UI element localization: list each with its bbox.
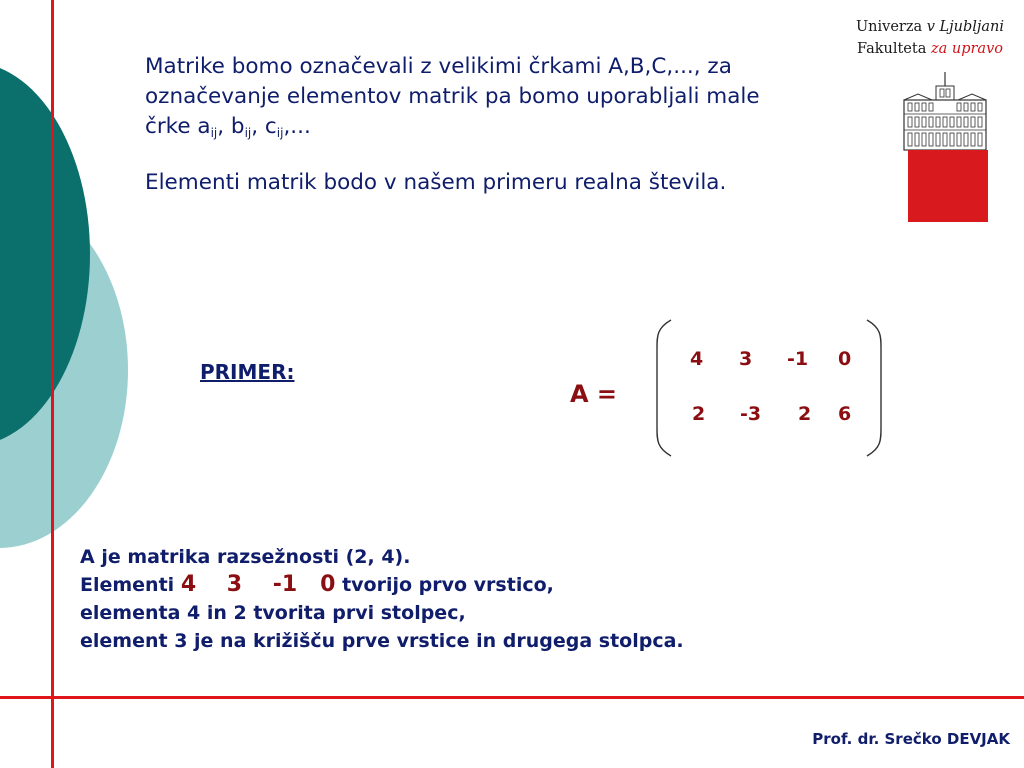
faculty-logo-icon (900, 72, 990, 224)
summary-line-4: element 3 je na križišču prve vrstice in drugega stolpca. (80, 630, 684, 652)
matrix-cell: -1 (787, 348, 809, 370)
summary-line-2: Elementi 4 3 -1 0 tvorijo prvo vrstico, (80, 572, 554, 597)
university-name: Univerza v Ljubljani (855, 19, 1005, 35)
summary-line-3: elementa 4 in 2 tvorita prvi stolpec, (80, 602, 466, 624)
example-heading: PRIMER: (200, 360, 295, 384)
matrix-cell: 2 (692, 403, 706, 425)
matrix (653, 318, 885, 458)
summary-text (80, 543, 840, 655)
summary-line-1: A je matrika razsežnosti (2, 4). (80, 546, 411, 568)
faculty-name: Fakulteta za upravo (857, 41, 1003, 57)
intro-paragraph-1: Matrike bomo označevali z velikimi črkami A,B,C,..., za označevanje elementov matrik pa bomo uporabljali male črke $a_{ij}$, $b_{ij}$, $c_{ij}$,... (145, 54, 760, 140)
author-footer: Prof. dr. Srečko DEVJAK (812, 730, 1010, 748)
matrix-cell: 0 (838, 348, 852, 370)
matrix-cell: 4 (690, 348, 704, 370)
matrix-cell: 3 (739, 348, 753, 370)
matrix-cell: 2 (798, 403, 812, 425)
vertical-red-rule (51, 0, 54, 768)
intro-text (145, 52, 765, 218)
matrix-cell: -3 (740, 403, 762, 425)
horizontal-red-rule (0, 696, 1024, 699)
matrix-brackets (653, 318, 885, 458)
matrix-cell: 6 (838, 403, 852, 425)
university-header (840, 16, 1020, 60)
matrix-name: A = (570, 380, 618, 408)
first-row-values: 4 3 -1 0 (180, 572, 336, 597)
intro-paragraph-2: Elementi matrik bodo v našem primeru realna števila. (145, 170, 727, 195)
